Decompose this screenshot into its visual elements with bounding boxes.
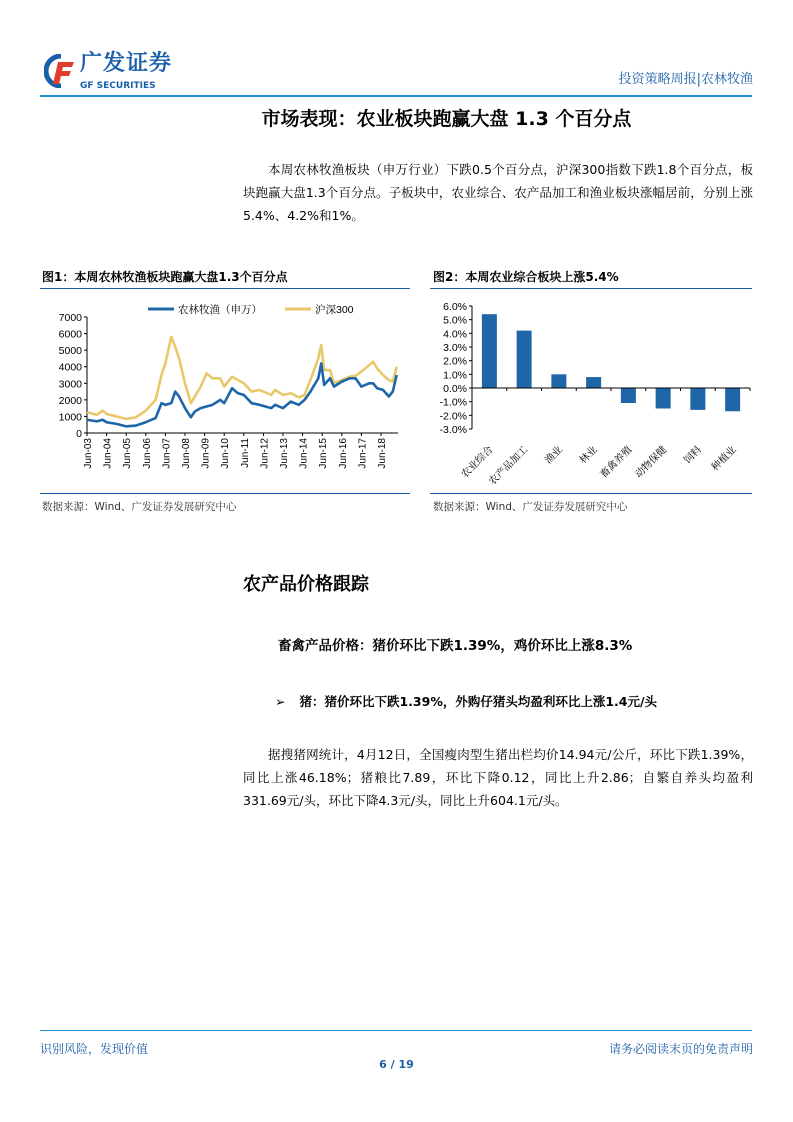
x-tick-label: Jun-03 [83,438,94,469]
y-tick-label: 4.0% [443,328,467,341]
figure-divider [430,288,752,289]
figure-divider [40,288,410,289]
y-tick-label: 5000 [58,345,82,358]
line-chart [30,292,410,492]
legend-label: 农林牧渔（申万） [178,304,262,316]
y-tick-label: 4000 [58,361,82,374]
x-tick-label: Jun-10 [220,438,232,469]
y-tick-label: 2000 [58,394,82,407]
footer-slogan: 识别风险，发现价值 [40,1042,149,1056]
figure1-title: 图1：本周农林牧渔板块跑赢大盘1.3个百分点 [42,270,288,284]
paragraph: 据搜猪网统计，4月12日，全国瘦肉型生猪出栏均价14.94元/公斤，环比下跌1.39%，同比上涨46.18%；猪粮比7.89，环比下降0.12，同比上升2.86；自繁自养头均盈利331.69元/头，环比下降4.3元/头，同比上升604.1元/头。 [243,747,753,808]
figure2-title: 图2：本周农业综合板块上涨5.4% [433,270,619,284]
x-tick-label: Jun-15 [318,438,330,469]
figure-divider [430,493,752,494]
bar [586,377,601,388]
bar [656,388,671,409]
figure2-source: 数据来源：Wind、广发证券发展研究中心 [433,501,628,513]
y-tick-label: 1.0% [443,369,467,382]
x-tick-label: Jun-16 [337,438,349,469]
x-tick-label: Jun-09 [200,438,212,469]
bar [551,374,566,388]
figure1-source: 数据来源：Wind、广发证券发展研究中心 [42,501,237,513]
page-number: 6 / 19 [379,1058,414,1071]
x-tick-label: Jun-17 [357,438,369,469]
x-tick-label: Jun-13 [279,438,290,469]
bullet-item [275,692,657,710]
x-tick-label: 动物保健 [633,444,670,481]
x-tick-label: 畜禽养殖 [598,444,635,481]
y-tick-label: 1000 [58,411,82,424]
x-tick-label: 农业综合 [459,444,496,481]
bar [517,331,532,388]
bar-chart [425,292,765,492]
x-tick-label: 渔业 [543,444,565,467]
x-tick-label: 林业 [577,444,600,467]
x-tick-label: 种植业 [709,444,739,474]
x-tick-label: Jun-14 [298,438,310,469]
y-tick-label: 6000 [58,328,82,341]
x-tick-label: 饲料 [682,444,704,467]
x-tick-label: Jun-12 [259,438,271,469]
legend-label: 沪深300 [315,304,354,316]
y-tick-label: -1.0% [439,396,467,409]
figure-divider [40,493,410,494]
bar [482,314,497,388]
bar [690,388,705,410]
x-tick-label: Jun-18 [377,438,388,469]
subsection-title: 畜禽产品价格：猪价环比下跌1.39%，鸡价环比上涨8.3% [278,638,633,654]
bar [621,388,636,403]
logo-text: 广发证券 [80,51,173,76]
y-tick-label: 3000 [58,378,82,391]
x-tick-label: Jun-05 [122,438,134,469]
footer-divider [40,1030,752,1031]
section-title: 市场表现：农业板块跑赢大盘 1.3 个百分点 [261,108,632,130]
y-tick-label: -2.0% [439,410,467,423]
x-tick-label: 农产品加工 [487,444,531,488]
bullet-text: 猪：猪价环比下跌1.39%，外购仔猪头均盈利环比上涨1.4元/头 [299,694,658,709]
section2-title: 农产品价格跟踪 [243,574,369,595]
paragraph: 本周农林牧渔板块（申万行业）下跌0.5个百分点，沪深300指数下跌1.8个百分点，板块跑赢大盘1.3个百分点。子板块中，农业综合、农产品加工和渔业板块涨幅居前，分别上涨5.4%、4.2%和1%。 [243,162,753,223]
header-divider [40,95,752,97]
x-tick-label: Jun-07 [161,438,173,469]
y-tick-label: 3.0% [443,342,467,354]
y-tick-label: -3.0% [439,424,467,436]
bar [725,388,740,411]
logo-subtext: GF SECURITIES [80,81,156,91]
x-tick-label: Jun-06 [141,438,153,469]
logo [44,54,78,88]
y-tick-label: 6.0% [443,301,467,313]
footer-disclaimer: 请务必阅读末页的免责声明 [608,1042,753,1056]
x-tick-label: Jun-08 [181,438,192,469]
report-type: 投资策略周报|农林牧渔 [618,72,753,87]
y-tick-label: 0 [76,428,82,440]
y-tick-label: 2.0% [443,355,467,368]
bullet-arrow-icon: ➢ [275,694,286,709]
y-tick-label: 0.0% [443,383,467,395]
x-tick-label: Jun-11 [239,438,251,468]
x-tick-label: Jun-04 [102,438,114,469]
y-tick-label: 5.0% [443,314,467,327]
y-tick-label: 7000 [58,312,82,324]
